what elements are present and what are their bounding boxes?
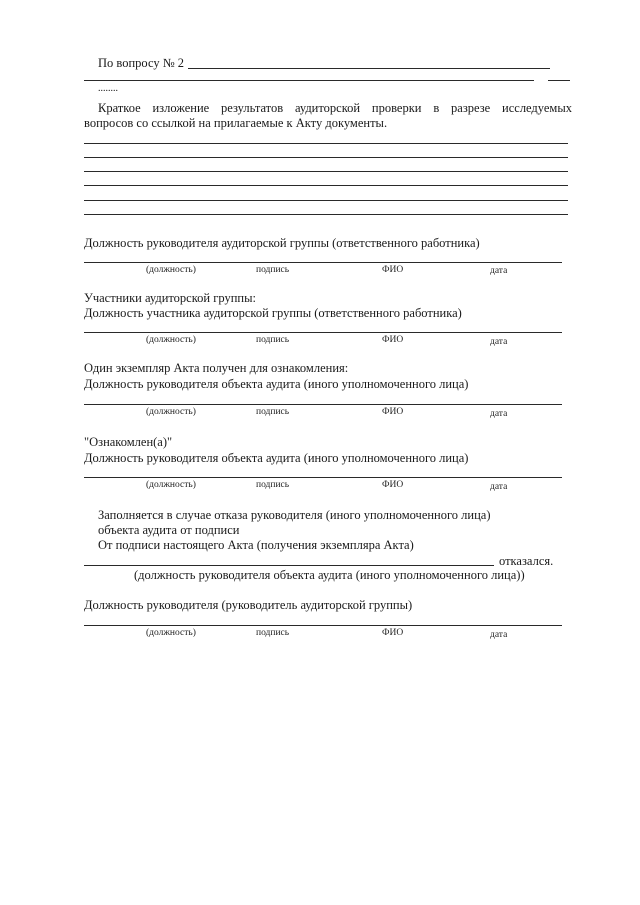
signature-caption: подпись (256, 265, 290, 275)
blank-line (84, 185, 568, 186)
head-position-title: Должность руководителя аудиторской группы (ответственного работника) (84, 236, 480, 250)
refusal-line-3: От подписи настоящего Акта (получения экземпляра Акта) (98, 538, 414, 552)
date-caption: дата (490, 630, 508, 640)
blank-line (84, 214, 568, 215)
leader-position-title: Должность руководителя (руководитель аудиторской группы) (84, 598, 413, 612)
date-caption: дата (490, 409, 508, 419)
position-caption: (должность) (146, 480, 196, 490)
question-heading: По вопросу № 2 (98, 56, 185, 70)
summary-text: Краткое изложение результатов аудиторской проверки в разрезе исследуемых (98, 101, 572, 115)
ellipsis: ........ (98, 83, 118, 94)
name-caption: ФИО (382, 407, 404, 417)
members-title: Участники аудиторской группы: (84, 291, 256, 305)
copy-received-title: Один экземпляр Акта получен для ознакомления: (84, 361, 349, 375)
blank-line (84, 200, 568, 201)
position-caption: (должность) (146, 265, 196, 275)
signature-caption: подпись (256, 628, 290, 638)
refusal-fill-line (84, 565, 494, 566)
blank-line (84, 157, 568, 158)
name-caption: ФИО (382, 480, 404, 490)
date-caption: дата (490, 482, 508, 492)
refused-text: отказался. (499, 554, 554, 568)
blank-line (84, 143, 568, 144)
name-caption: ФИО (382, 265, 404, 275)
date-caption: дата (490, 266, 508, 276)
signature-line (84, 625, 562, 626)
question-continuation-line (84, 80, 534, 81)
signature-line (84, 404, 562, 405)
summary-text-line-2: вопросов со ссылкой на прилагаемые к Акту документы. (84, 116, 388, 130)
blank-line (84, 171, 568, 172)
signature-caption: подпись (256, 480, 290, 490)
refusal-caption: (должность руководителя объекта аудита (иного уполномоченного лица)) (134, 568, 525, 582)
date-caption: дата (490, 337, 508, 347)
refusal-line-1: Заполняется в случае отказа руководителя (иного уполномоченного лица) (98, 508, 491, 522)
signature-caption: подпись (256, 407, 290, 417)
position-caption: (должность) (146, 628, 196, 638)
question-continuation-line-end (548, 80, 570, 81)
member-position-title: Должность участника аудиторской группы (ответственного работника) (84, 306, 462, 320)
position-caption: (должность) (146, 407, 196, 417)
name-caption: ФИО (382, 335, 404, 345)
signature-caption: подпись (256, 335, 290, 345)
question-answer-line (188, 68, 550, 69)
acknowledged-title: "Ознакомлен(а)" (84, 435, 173, 449)
signature-line (84, 332, 562, 333)
copy-received-position: Должность руководителя объекта аудита (иного уполномоченного лица) (84, 377, 469, 391)
acknowledged-position: Должность руководителя объекта аудита (иного уполномоченного лица) (84, 451, 469, 465)
name-caption: ФИО (382, 628, 404, 638)
position-caption: (должность) (146, 335, 196, 345)
signature-line (84, 477, 562, 478)
refusal-line-2: объекта аудита от подписи (98, 523, 240, 537)
signature-line (84, 262, 562, 263)
